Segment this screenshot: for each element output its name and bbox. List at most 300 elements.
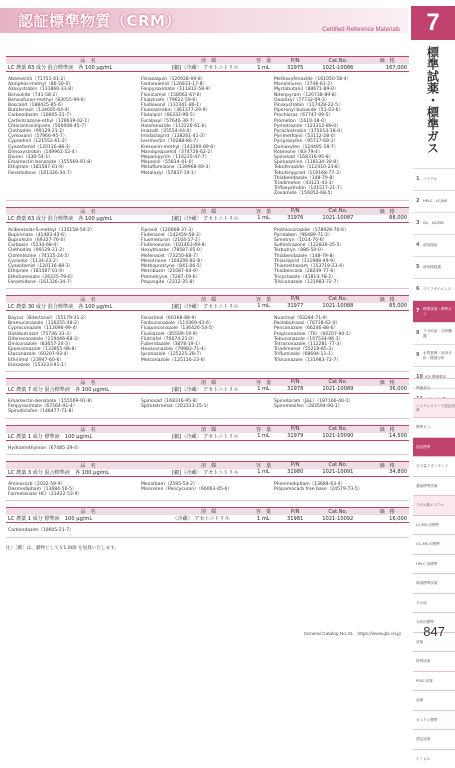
sub-nav-item[interactable]: 分析用標準 (413, 612, 455, 632)
compound-item: Nitenpyram（120738-89-8） (274, 93, 407, 98)
compound-column (274, 446, 407, 451)
solvent-cell (170, 515, 247, 523)
product-name: LC 農薬 30 成分 混合標準液 各 100 μg/mL (6, 303, 170, 311)
table-row[interactable] (6, 64, 409, 72)
compound-item: Carboxin（5234-68-4） (8, 243, 141, 248)
compound-item: Butafenacil（134605-64-4） (8, 108, 141, 113)
compound-item: Quinoxyfen（124495-18-7） (274, 145, 407, 150)
solvent-cell (170, 386, 247, 394)
col-header-volume: 容 量 (247, 508, 280, 516)
compound-item: Prometon（1610-18-0） (274, 119, 407, 124)
compound-item: Methoxyfenozide（161050-58-4） (274, 77, 407, 82)
chapter-nav-item[interactable] (413, 256, 455, 278)
col-header-pn: P/N (280, 295, 311, 303)
solvent-value: アセトニトリル (203, 387, 238, 393)
compound-item: Bensulfuron-methyl（83055-99-6） (8, 98, 141, 103)
sub-nav-item[interactable]: 農薬標準試薬 (413, 476, 455, 496)
chapter-nav-label: ライフサイエンス (423, 287, 451, 292)
compound-item: Mepronil（55814-41-0） (141, 160, 274, 165)
compound-item: Cyazofamid（120116-88-3） (8, 145, 141, 150)
compound-item: Oxadixyl（77732-09-3） (274, 98, 407, 103)
compound-item: Pyrimethanil（53112-28-0） (274, 134, 407, 139)
volume-cell: 1 mL (247, 433, 280, 441)
compound-item: Propargite（2312-35-8） (141, 280, 274, 285)
table-header-row (6, 425, 409, 433)
compound-item: Bensulide（741-58-2） (8, 93, 141, 98)
compound-item: Ipconazole（125225-28-7） (141, 352, 274, 357)
product-table (6, 207, 409, 223)
compound-item: Fenbuconazole（114369-43-6） (141, 321, 274, 326)
compound-column (8, 482, 141, 498)
compound-column (274, 316, 407, 368)
storage-label: [劇]〈冷蔵〉 (172, 387, 201, 393)
table-row[interactable] (6, 303, 409, 311)
product-name: LC 農薬 3 成分 混合標準液 各 100 μg/mL (6, 469, 170, 477)
compound-item: Fenhexamid（126833-17-8） (141, 82, 274, 87)
compound-column (141, 446, 274, 451)
compound-item: Furalaxyl（57646-30-7） (141, 119, 274, 124)
col-header-name: 品 名 (6, 378, 170, 386)
price-cell: 167,000 (365, 64, 409, 72)
chapter-nav-label: GC、GC/MS (423, 221, 444, 226)
sub-nav-item[interactable]: 認証標準 (413, 437, 455, 457)
compound-item: Spinosad（168316-95-8） (274, 155, 407, 160)
compound-item: Hexaconazole（79983-71-4） (141, 347, 274, 352)
compound-item: Thiobencarb（28249-77-6） (274, 269, 407, 274)
compound-item: Pyraclostrobin（175013-18-0） (274, 129, 407, 134)
product-table (6, 56, 409, 72)
compound-item: Clethodim（99129-21-2） (8, 248, 141, 253)
sub-nav-item[interactable]: 標準ガス (413, 417, 455, 437)
col-header-catno: Cat.No. (310, 508, 365, 516)
compound-item: Fenazaquin（120928-09-8） (141, 77, 274, 82)
pn-cell: 31979 (280, 433, 311, 441)
table-row[interactable] (6, 469, 409, 477)
col-header-price: 価 格 (365, 378, 409, 386)
chapter-nav-number: 9 (416, 353, 421, 358)
chapter-nav-item[interactable] (413, 168, 455, 190)
compound-item: Spinetoram（J&L）（187166-40-1） (274, 399, 407, 404)
page-header (0, 0, 408, 42)
compound-item: Spirotetramat（203313-25-1） (141, 404, 274, 409)
product-name: LC 農薬 63 成分 混合標準液 各 100 μg/mL (6, 215, 170, 223)
price-cell: 14,500 (365, 433, 409, 441)
sub-nav-item[interactable]: 溶媒 (413, 690, 455, 710)
compound-item: Fluazinam（79622-59-6） (141, 98, 274, 103)
chapter-title: 標準試薬・標準ガス (426, 46, 439, 154)
compound-item: Triadimefon（43121-43-3） (274, 181, 407, 186)
pn-cell: 31977 (280, 303, 311, 311)
compound-item: Ethofumesate（26225-79-6） (8, 275, 141, 280)
compound-item: Terbutryn（886-50-0） (274, 248, 407, 253)
volume-cell: 1 mL (247, 215, 280, 223)
compound-item: Prochloraz（67747-09-5） (274, 113, 407, 118)
chapter-nav-number: 7 (416, 309, 421, 314)
compound-item: Imidacloprid（138261-41-3） (141, 134, 274, 139)
solvent-value: アセトニトリル (203, 65, 238, 71)
compound-item: Kresoxim-methyl（143390-89-0） (141, 145, 274, 150)
chapter-nav-item[interactable] (413, 234, 455, 256)
col-header-catno: Cat.No. (311, 461, 366, 469)
compound-item: Ethiprole（181587-01-9） (8, 165, 141, 170)
chapter-nav-label: 前処理装置 (423, 265, 441, 270)
compound-item: Nuarimol（63284-71-9） (274, 316, 407, 321)
table-header-row (6, 378, 409, 386)
compound-list (6, 76, 409, 201)
sub-nav-item[interactable]: HPLC 用標準 (413, 554, 455, 574)
compound-item: Spinosad（168316-95-8） (141, 399, 274, 404)
volume-cell: 1 mL (247, 515, 280, 523)
compound-item: Thiabendazole（148-79-8） (274, 254, 407, 259)
catno-cell: 1021-10090 (311, 433, 366, 441)
col-header-volume: 容 量 (247, 207, 280, 215)
compound-item: Tricyclazole（41814-78-2） (274, 275, 407, 280)
product-name: LC 農薬 1 成分 標準液 100 μg/mL (6, 515, 170, 523)
chapter-number-tab[interactable]: 7 (411, 6, 455, 40)
col-header-solvent: 溶 媒 (170, 378, 247, 386)
col-header-volume: 容 量 (247, 378, 280, 386)
product-content (6, 56, 409, 551)
catno-cell: 1021-10091 (311, 469, 366, 477)
sub-nav-item[interactable]: ケミカル (413, 749, 455, 768)
chapter-nav-label: 標準試薬・標準ガス (423, 307, 455, 316)
product-table (6, 295, 409, 311)
sub-nav-item[interactable]: 環境標準試薬 (413, 573, 455, 593)
table-row[interactable] (6, 515, 409, 523)
compound-item: Flutriafol（76674-21-0） (141, 337, 274, 342)
compound-item: Imazalil（35554-44-0） (141, 129, 274, 134)
compound-column (274, 399, 407, 415)
col-header-price: 価 格 (365, 57, 409, 65)
storage-label: [劇]〈冷蔵〉 (172, 216, 201, 222)
catno-cell: 1021-10092 (310, 515, 365, 523)
storage-label: 〈冷蔵〉 (172, 516, 192, 522)
solvent-cell (170, 433, 247, 441)
catno-cell: 1021-10088 (311, 303, 366, 311)
volume-cell: 1 mL (247, 303, 280, 311)
col-header-price: 価 格 (365, 461, 409, 469)
col-header-name: 品 名 (6, 461, 170, 469)
col-header-name: 品 名 (6, 295, 170, 303)
compound-list (6, 227, 409, 289)
solvent-cell (170, 64, 247, 72)
compound-column (8, 316, 141, 368)
compound-column (141, 77, 274, 197)
col-header-name: 品 名 (6, 508, 170, 516)
compound-item: Tebufenozide（112410-23-8） (274, 165, 407, 170)
sub-nav-item[interactable]: GC-MS 用標準 (413, 534, 455, 554)
compound-item: Buprofezin（69327-76-0） (8, 238, 141, 243)
solvent-value: アセトニトリル (203, 434, 238, 440)
catno-cell: 1021-10086 (311, 64, 366, 72)
compound-item: Emamectin-benzoate（155569-91-8） (8, 399, 141, 404)
col-header-solvent: 溶 媒 (170, 425, 247, 433)
compound-item: Cyazofamid（120116-88-3） (8, 264, 141, 269)
storage-label: [劇]〈冷蔵〉 (172, 434, 201, 440)
solvent-value: アセトニトリル (203, 470, 238, 476)
footnote: 注）［劇］は、劇物として￥1,000 を加算いたします。 (6, 545, 409, 551)
sub-nav-item[interactable]: フタル酸エステル (413, 495, 455, 515)
compound-item: Cymoxanil（57966-95-7） (8, 134, 141, 139)
col-header-solvent: 溶 媒 (170, 207, 247, 215)
compound-item: Myclobutanil（88671-89-0） (274, 87, 407, 92)
storage-label: [劇]〈冷蔵〉 (172, 65, 201, 71)
sub-nav-item[interactable]: 特殊試薬 (413, 651, 455, 671)
chapter-nav-label: ICP 関連製品 (425, 375, 446, 380)
col-header-catno: Cat.No. (311, 295, 366, 303)
col-header-catno: Cat.No. (311, 207, 366, 215)
compound-item: Ivermectin（70288-86-7） (141, 139, 274, 144)
compound-item: Fludioxonil（131341-86-1） (141, 103, 274, 108)
chapter-nav (413, 168, 455, 410)
table-header-row (6, 57, 409, 65)
compound-item: Triadimenol（55219-65-3） (274, 347, 407, 352)
compound-item: Piperonyl butoxide（51-03-6） (274, 108, 407, 113)
sub-nav-item[interactable]: その他 (413, 593, 455, 613)
page-title: 認証標準物質（CRM） (18, 10, 181, 31)
chapter-nav-label: 水質管理・汎用分析・環境分析 (423, 351, 455, 360)
chapter-nav-number: 6 (416, 287, 421, 292)
product-table (6, 378, 409, 394)
product-table (6, 507, 409, 523)
compound-item: Monceren（Pencycuron）（66063-05-6） (141, 487, 274, 492)
compound-item: Spiromesifen（283594-90-1） (274, 404, 407, 409)
sub-nav-item[interactable]: ガスクロ標準 (413, 710, 455, 730)
compound-item: Mefenacet（73250-68-7） (141, 254, 274, 259)
col-header-catno: Cat.No. (311, 378, 366, 386)
compound-item: Triflumizole（68694-11-1） (274, 352, 407, 357)
solvent-cell (170, 469, 247, 477)
table-header-row (6, 508, 409, 516)
col-header-solvent: 溶 媒 (170, 57, 247, 65)
compound-item: Penconazole（66246-88-6） (274, 326, 407, 331)
col-header-pn: P/N (280, 461, 311, 469)
compound-item: Thiabendazole（148-79-8） (274, 176, 407, 181)
compound-item: Clethodim（99129-21-2） (8, 129, 141, 134)
col-header-volume: 容 量 (247, 57, 280, 65)
compound-item: Metalaxyl（57837-19-1） (141, 171, 274, 176)
compound-item: Propamocarb free base（24579-73-5） (274, 487, 407, 492)
compound-item: Thiamethoxam（153719-23-4） (274, 264, 407, 269)
compound-item: Diuron（330-54-1） (8, 155, 141, 160)
compound-item: Fenamidone（161326-34-7） (8, 280, 141, 285)
page-number: 847 (423, 624, 445, 639)
compound-item: Pyridaben（96489-71-3） (274, 233, 407, 238)
table-header-row (6, 207, 409, 215)
compound-item: Flufenacet（142459-58-3） (141, 233, 274, 238)
compound-item: Prometryne（7287-19-6） (141, 275, 274, 280)
compound-item: Clofentezine（74115-24-5） (8, 254, 141, 259)
compound-item: Fenpyroximate（111812-58-9） (141, 87, 274, 92)
chapter-title-vertical (420, 46, 444, 157)
sub-nav-item[interactable]: システムスイープ認証試薬 (413, 398, 455, 418)
sub-nav (413, 378, 455, 768)
chapter-nav-item[interactable] (413, 278, 455, 300)
chapter-nav-label: HPLC、LC/MS (423, 199, 447, 204)
chapter-nav-number: 2 (416, 199, 421, 204)
price-cell: 85,000 (365, 303, 409, 311)
compound-item: Mecarbam（2595-54-2） (141, 482, 274, 487)
price-cell: 88,000 (365, 215, 409, 223)
table-row[interactable] (6, 215, 409, 223)
compound-item: Fenamidone（161326-34-7） (8, 171, 141, 176)
col-header-name: 品 名 (6, 207, 170, 215)
storage-label: [劇]〈冷蔵〉 (172, 304, 201, 310)
page-footer (0, 620, 455, 644)
compound-column (8, 528, 141, 533)
compound-item: Hexythiazox（78587-05-0） (141, 248, 274, 253)
pn-cell: 31976 (280, 215, 311, 223)
compound-column (8, 228, 141, 285)
chapter-nav-item[interactable] (413, 300, 455, 322)
solvent-value: アセトニトリル (194, 516, 229, 522)
compound-item: Fenpyroximate（67564-91-4） (8, 404, 141, 409)
compound-item: Mesotrione（104206-82-8） (141, 259, 274, 264)
compound-item: Triticonazole（131983-72-7） (274, 358, 407, 363)
compound-item: Carfentrazone-ethyl（128639-02-1） (8, 119, 141, 124)
solvent-value: アセトニトリル (203, 216, 238, 222)
compound-item: Fuberidazole（3878-19-1） (141, 342, 274, 347)
sub-nav-item[interactable]: 試薬 (413, 632, 455, 652)
compound-item: Mepanipyrim（110235-47-7） (141, 155, 274, 160)
col-header-price: 価 格 (365, 425, 409, 433)
compound-item: Flutolanil（66332-96-5） (141, 113, 274, 118)
chapter-nav-item[interactable] (413, 322, 455, 344)
sub-nav-item[interactable]: LC/MS 用標準 (413, 515, 455, 535)
compound-item: Phenmedipham（13684-63-4） (274, 482, 407, 487)
compound-item: Etaconazole（60207-93-4） (8, 352, 141, 357)
compound-list (6, 398, 409, 419)
chapter-nav-label: ラボ用品・分析機器 (423, 329, 455, 338)
pn-cell: 31980 (280, 469, 311, 477)
compound-list (6, 315, 409, 372)
col-header-price: 価 格 (365, 508, 409, 516)
chapter-nav-number: 1 (416, 177, 421, 182)
col-header-volume: 容 量 (247, 425, 280, 433)
col-header-volume: 容 量 (247, 461, 280, 469)
compound-item: Pymetrozine（123312-89-0） (274, 124, 407, 129)
chapter-nav-number: 4 (416, 243, 421, 248)
compound-item: Etoxazole（153233-91-1） (8, 363, 141, 368)
solvent-value: アセトニトリル (203, 304, 238, 310)
chapter-nav-item[interactable] (413, 212, 455, 234)
solvent-cell (170, 303, 247, 311)
col-header-pn: P/N (280, 378, 311, 386)
compound-item: Emamectin benzoate（155569-91-8） (8, 160, 141, 165)
price-cell: 16,000 (365, 515, 409, 523)
volume-cell: 1 mL (247, 386, 280, 394)
chapter-nav-item[interactable] (413, 190, 455, 212)
compound-item: Metribuzin（21087-64-9） (141, 269, 274, 274)
compound-item: Methoprotryne（841-06-5） (141, 264, 274, 269)
compound-item: Cycloate（1134-23-2） (8, 259, 141, 264)
compound-item: Epoxiconazole（133855-98-8） (8, 347, 141, 352)
compound-list (6, 527, 409, 537)
compound-item: Azoxystrobin（131860-33-8） (8, 87, 141, 92)
compound-item: Baycor（Bitertanol）（55179-31-2） (8, 316, 141, 321)
price-cell: 34,800 (365, 469, 409, 477)
compound-list (6, 481, 409, 502)
col-header-pn: P/N (280, 57, 311, 65)
chapter-nav-label: バイアル (423, 177, 437, 182)
compound-column (141, 482, 274, 498)
compound-item: Fluquinconazole（136426-54-5） (141, 326, 274, 331)
table-row[interactable] (6, 386, 409, 394)
col-header-name: 品 名 (6, 57, 170, 65)
compound-column (141, 228, 274, 285)
sub-nav-item[interactable]: 分子量スタンダード (413, 456, 455, 476)
volume-cell: 1 mL (247, 64, 280, 72)
compound-item: Pyriproxyfen（95737-68-1） (274, 139, 407, 144)
compound-item: Flonicamid（158062-67-0） (141, 93, 274, 98)
compound-column (274, 482, 407, 498)
compound-column (141, 316, 274, 368)
compound-item: Fenarimol（60168-88-9） (141, 316, 274, 321)
product-table (6, 425, 409, 441)
sub-nav-item[interactable]: 測定試薬 (413, 729, 455, 749)
compound-column (274, 528, 407, 533)
compound-item: Chlorantraniliprole（500008-45-7） (8, 124, 141, 129)
col-header-pn: P/N (280, 508, 311, 516)
chapter-nav-number: 5 (416, 265, 421, 270)
product-table (6, 461, 409, 477)
compound-item: Triticonazole（131983-72-7） (274, 280, 407, 285)
compound-item: Propiconazole（TII）（60207-90-1） (274, 332, 407, 337)
table-row[interactable] (6, 433, 409, 441)
compound-item: Metaflumizone（139968-49-3） (141, 165, 274, 170)
compound-item: Formetanate HCl（23422-53-9） (8, 492, 141, 497)
compound-item: Difenoconazole（119446-68-3） (8, 337, 141, 342)
compound-item: Spiroxamine（118134-30-8） (274, 160, 407, 165)
compound-item: Desmedipham（13684-56-5） (8, 487, 141, 492)
col-header-price: 価 格 (365, 207, 409, 215)
compound-column (274, 77, 407, 197)
pn-cell: 31975 (280, 64, 311, 72)
compound-column (274, 228, 407, 285)
chapter-nav-item[interactable] (413, 344, 455, 366)
storage-label: [劇]〈冷蔵〉 (172, 470, 201, 476)
compound-item: Tebuconazole（107534-96-3） (274, 337, 407, 342)
compound-item: Bupirimate（41483-43-6） (8, 233, 141, 238)
compound-item: Metconazole（125116-23-6） (141, 358, 274, 363)
col-header-price: 価 格 (365, 295, 409, 303)
compound-item: Ethirimol（23947-60-6） (8, 358, 141, 363)
col-header-solvent: 溶 媒 (170, 295, 247, 303)
chapter-nav-label: 前処理品 (423, 243, 437, 248)
compound-list (6, 445, 409, 455)
product-name: LC 農薬 63 成分 混合標準液 各 100 μg/mL (6, 64, 170, 72)
compound-item: Carbendazim（10605-21-7） (8, 528, 141, 533)
compound-item: Ethiprole（181587-01-9） (8, 269, 141, 274)
product-name: LC 農薬 7 成分 混合標準液 各 100 μg/mL (6, 386, 170, 394)
compound-item: Fipronil（120068-37-3） (141, 228, 274, 233)
catno-cell: 1021-10089 (311, 386, 366, 394)
volume-cell: 1 mL (247, 469, 280, 477)
page-subtitle: Certified Reference Materials (322, 27, 400, 33)
col-header-volume: 容 量 (247, 295, 280, 303)
compound-item: Tetraconazole（112281-77-3） (274, 342, 407, 347)
compound-item: Diclobutrazol（75736-33-3） (8, 332, 141, 337)
compound-item: Thiacloprid（111988-49-9） (274, 259, 407, 264)
sub-nav-item[interactable]: 関連品目 (413, 378, 455, 398)
sub-nav-item[interactable]: PFAS 試薬 (413, 671, 455, 691)
pn-cell: 31978 (280, 386, 311, 394)
compound-item: Carbendazim（10605-21-7） (8, 113, 141, 118)
col-header-pn: P/N (280, 425, 311, 433)
compound-item: Simetryn（1014-70-6） (274, 238, 407, 243)
compound-item: Hydramethylnon（67485-29-4） (8, 446, 141, 451)
footer-catalog-text: General Catalog No.31 https://www.gls.co.jp (304, 630, 401, 637)
